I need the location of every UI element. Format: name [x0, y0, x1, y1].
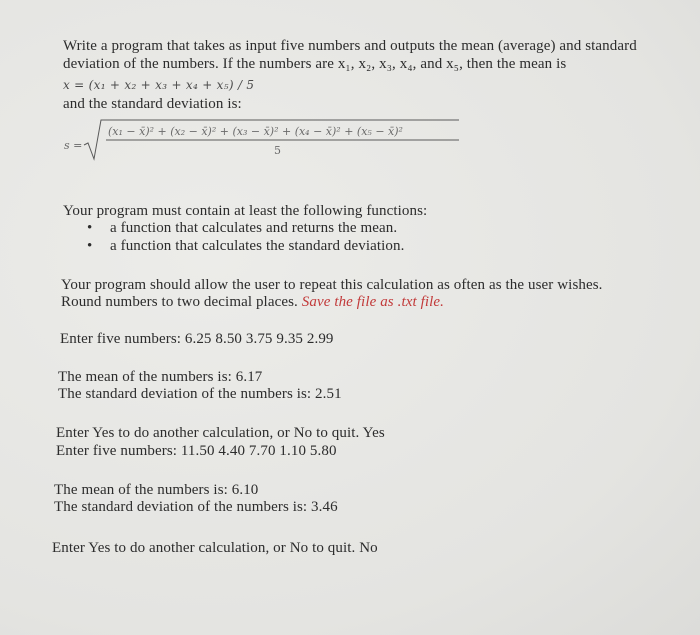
requirement-item-2: a function that calculates the standard deviation. [110, 238, 405, 254]
repeat-line: Your program should allow the user to repeat this calculation as often as the user wishes. [61, 277, 603, 293]
problem-line-3: and the standard deviation is: [63, 96, 242, 112]
sample-mean-2: The mean of the numbers is: 6.10 [54, 482, 259, 498]
sd-formula-denominator: 5 [274, 144, 281, 157]
requirements-intro: Your program must contain at least the following functions: [63, 203, 428, 219]
sample-input-1: Enter five numbers: 6.25 8.50 3.75 9.35 2.99 [60, 331, 334, 347]
sample-again-1: Enter Yes to do another calculation, or No to quit. Yes [56, 425, 385, 441]
bullet-1: • [87, 220, 93, 236]
sd-formula-numerator: (x₁ − x̄)² + (x₂ − x̄)² + (x₃ − x̄)² + (x₄ − x̄)² + (x₅ − x̄)² [108, 125, 403, 138]
save-note: Save the file as .txt file. [301, 294, 444, 310]
problem-line-1: Write a program that takes as input five numbers and outputs the mean (average) and standard [63, 38, 637, 54]
sample-sd-2: The standard deviation of the numbers is: 3.46 [54, 499, 338, 515]
sample-again-2: Enter Yes to do another calculation, or No to quit. No [52, 540, 378, 556]
requirement-item-1: a function that calculates and returns the mean. [110, 220, 398, 236]
bullet-2: • [87, 238, 93, 254]
sample-sd-1: The standard deviation of the numbers is: 2.51 [58, 386, 342, 402]
round-line-wrapper [61, 294, 444, 311]
mean-formula: x = (x₁ + x₂ + x₃ + x₄ + x₅) / 5 [63, 78, 255, 92]
sample-input-2: Enter five numbers: 11.50 4.40 7.70 1.10 5.80 [56, 443, 337, 459]
sample-mean-1: The mean of the numbers is: 6.17 [58, 369, 263, 385]
round-line: Round numbers to two decimal places. [61, 294, 298, 310]
problem-line-2: deviation of the numbers. If the numbers are x₁, x₂, x₃, x₄, and x₅, then the mean is [63, 56, 567, 72]
std-dev-formula [64, 117, 474, 167]
sd-formula-lhs: s = [64, 139, 83, 152]
